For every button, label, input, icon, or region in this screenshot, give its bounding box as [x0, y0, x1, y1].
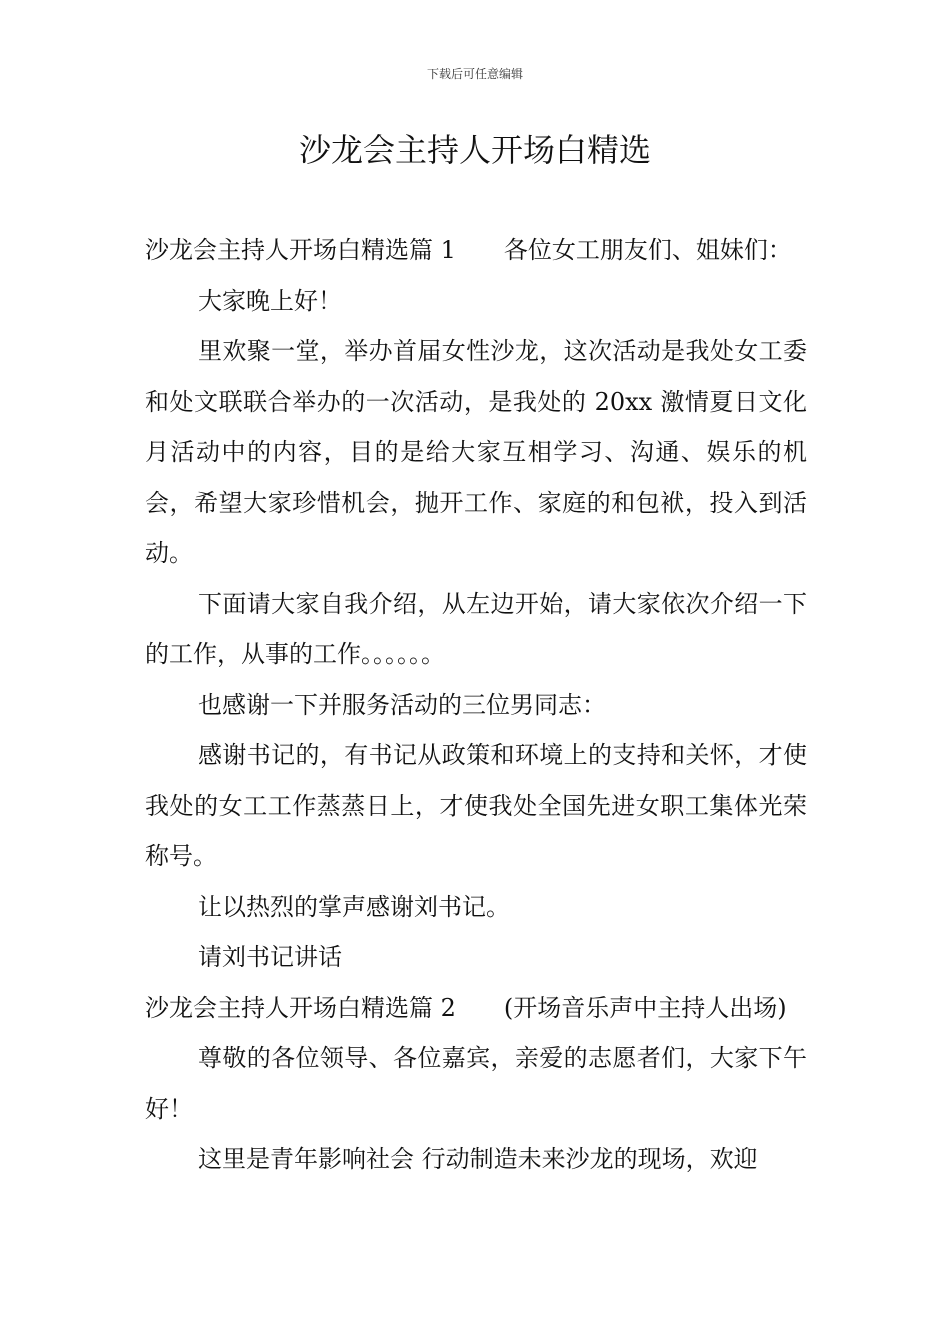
section-heading-2: 沙龙会主持人开场白精选篇 2 [145, 993, 456, 1022]
paragraph-applause: 让以热烈的掌声感谢刘书记。 [198, 892, 510, 921]
paragraph-thanks-volunteers: 也感谢一下并服务活动的三位男同志： [198, 690, 606, 719]
section-heading-1: 沙龙会主持人开场白精选篇 1 [145, 236, 456, 264]
document-body [145, 225, 807, 1185]
paragraph-section-1-opening [145, 225, 807, 276]
paragraph-self-introduction: 下面请大家自我介绍，从左边开始，请大家依次介绍一下的工作，从事的工作。。。。。。 [145, 589, 807, 668]
document-title: 沙龙会主持人开场白精选 [298, 131, 651, 169]
paragraph-text: 各位女工朋友们、姐妹们： [503, 236, 792, 264]
paragraph-greeting: 大家晚上好！ [198, 286, 342, 315]
paragraph-thanks-secretary: 感谢书记的，有书记从政策和环境上的支持和关怀，才使我处的女工工作蒸蒸日上，才使我处全国先进女职工集体光荣称号。 [145, 741, 807, 870]
page-header-note: 下载后可任意编辑 [426, 67, 523, 81]
paragraph-text: (开场音乐声中主持人出场) [503, 993, 787, 1022]
paragraph-salon-intro: 这里是青年影响社会 行动制造未来沙龙的现场，欢迎 [198, 1145, 758, 1173]
paragraph-welcome-guests: 尊敬的各位领导、各位嘉宾，亲爱的志愿者们，大家下午好！ [145, 1044, 807, 1123]
paragraph-section-2-opening [145, 983, 807, 1034]
paragraph-event-intro: 里欢聚一堂，举办首届女性沙龙，这次活动是我处女工委和处文联联合举办的一次活动，是我处的 20xx 激情夏日文化月活动中的内容，目的是给大家互相学习、沟通、娱乐的机会，希望大家珍惜机会，抛开工作、家庭的和包袱，投入到活动。 [145, 337, 807, 567]
paragraph-invite-speech: 请刘书记讲话 [198, 943, 342, 971]
